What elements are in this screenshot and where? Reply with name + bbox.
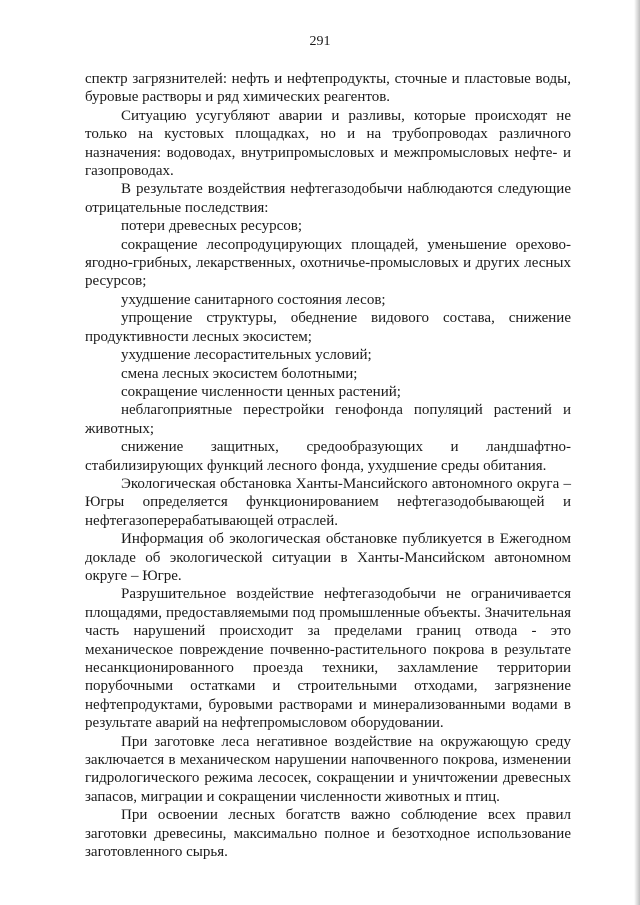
paragraph: При заготовке леса негативное воздействие на окружающую среду заключается в механическом нарушении напочвенного покрова, изменении гидрологического режима лесосек, сокращении и уничтожении древесных запасов, миграции и сокращении численности животных и птиц. bbox=[85, 733, 571, 805]
paragraph: смена лесных экосистем болотными; bbox=[121, 365, 358, 382]
paragraph: неблагоприятные перестройки генофонда популяций растений и животных; bbox=[85, 402, 571, 437]
paragraph: При освоении лесных богатств важно соблюдение всех правил заготовки древесины, максимально полное и безотходное использование заготовленного сырья. bbox=[85, 807, 571, 861]
paragraph: Ситуацию усугубляют аварии и разливы, которые происходят не только на кустовых площадках, но и на трубопроводах различного назначения: водоводах, внутрипромысловых и межпромысловых нефте- и газопроводах. bbox=[85, 107, 571, 180]
paragraph: потери древесных ресурсов; bbox=[121, 218, 303, 235]
paragraph: снижение защитных, средообразующих и ландшафтно-стабилизирующих функций лесного фонда, ухудшение среды обитания. bbox=[85, 439, 571, 474]
paragraph: Информация об экологическая обстановке публикуется в Ежегодном докладе об экологической ситуации в Ханты-Мансийском автономном округе – Югре. bbox=[85, 531, 571, 584]
paragraph: ухудшение лесорастительных условий; bbox=[121, 347, 372, 364]
paragraph: сокращение лесопродуцирующих площадей, уменьшение орехово-ягодно-грибных, лекарственных, охотничье-промысловых и других лесных ресурсов; bbox=[85, 236, 571, 290]
paragraph: упрощение структуры, обеднение видового состава, снижение продуктивности лесных экосистем; bbox=[85, 310, 571, 345]
paragraph: Разрушительное воздействие нефтегазодобычи не ограничивается площадями, предоставляемыми под промышленные объекты. Значительная часть нарушений происходит за пределами границ отвода - это механическое повреждение почвенно-растительного покрова в результате несанкционированного проезда техники, захламление территории порубочными остатками и строительными отходами, загрязнение нефтепродуктами, буровыми растворами и минерализованными водами в результате аварий на нефтепромысловом оборудовании. bbox=[85, 586, 571, 732]
page-edge-shadow bbox=[634, 0, 640, 905]
paragraph: ухудшение санитарного состояния лесов; bbox=[121, 291, 386, 308]
paragraph: В результате воздействия нефтегазодобычи наблюдаются следующие отрицательные последствия: bbox=[85, 181, 571, 216]
document-body bbox=[85, 70, 571, 861]
paragraph: спектр загрязнителей: нефть и нефтепродукты, сточные и пластовые воды, буровые растворы и ряд химических реагентов. bbox=[85, 71, 571, 106]
paragraph: сокращение численности ценных растений; bbox=[121, 383, 401, 400]
paragraph: Экологическая обстановка Ханты-Мансийского автономного округа – Югры определяется функционированием нефтегазодобывающей и нефтегазоперерабатывающей отраслей. bbox=[85, 475, 571, 529]
page-number: 291 bbox=[309, 34, 331, 49]
